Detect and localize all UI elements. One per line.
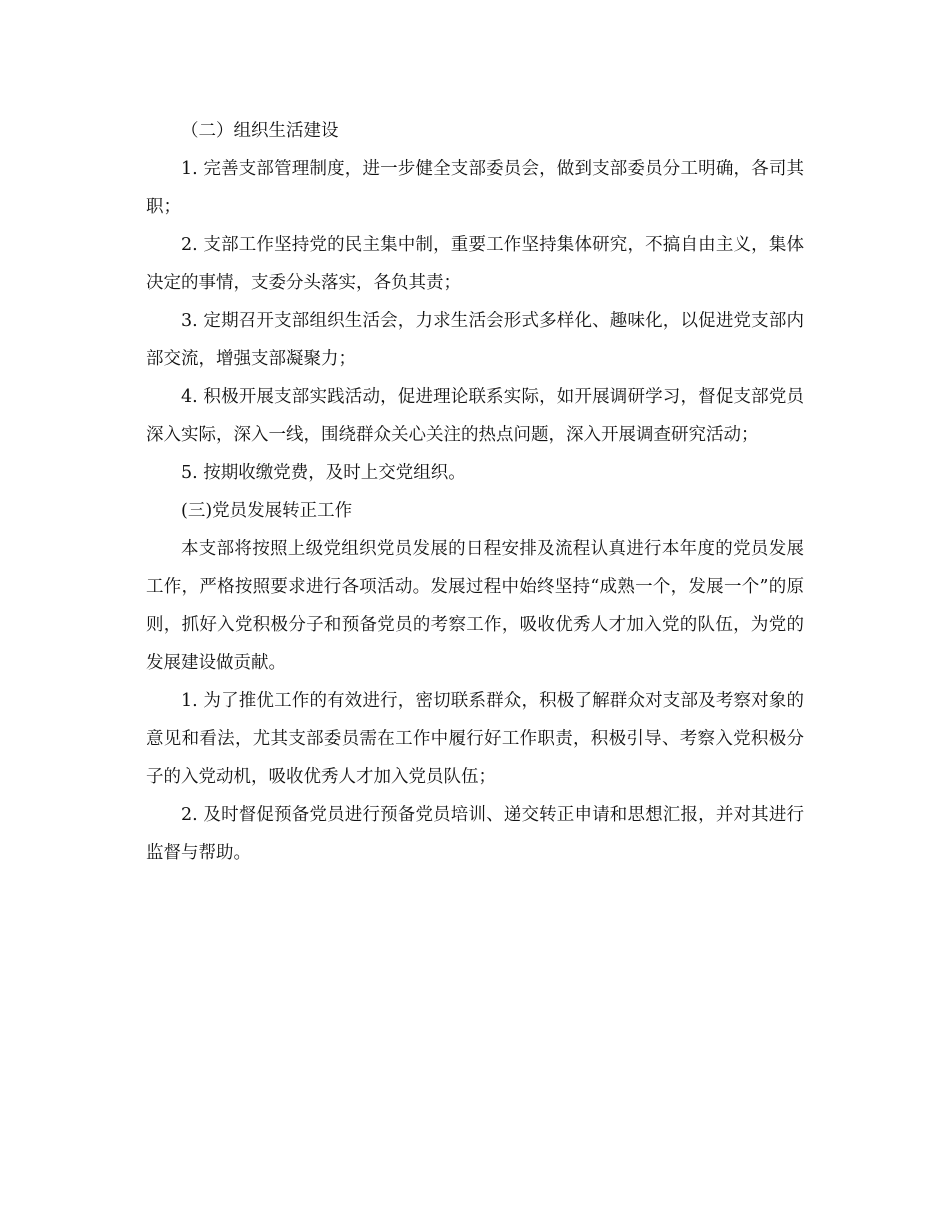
paragraph-item-1: 1. 完善支部管理制度，进一步健全支部委员会，做到支部委员分工明确，各司其职； — [146, 159, 804, 217]
section-heading-member-development: (三)党员发展转正工作 — [181, 501, 353, 521]
paragraph-item-4: 4. 积极开展支部实践活动，促进理论联系实际，如开展调研学习，督促支部党员深入实际，深入一线，围绕群众关心关注的热点问题，深入开展调查研究活动； — [146, 387, 804, 445]
paragraph-item-1: 1. 为了推优工作的有效进行，密切联系群众，积极了解群众对支部及考察对象的意见和看法，尤其支部委员需在工作中履行好工作职责，积极引导、考察入党积极分子的入党动机，吸收优秀人才加入党员队伍； — [146, 691, 804, 787]
document-page — [146, 112, 804, 872]
paragraph-item-5: 5. 按期收缴党费，及时上交党组织。 — [181, 463, 466, 483]
paragraph-item-2: 2. 及时督促预备党员进行预备党员培训、递交转正申请和思想汇报，并对其进行监督与帮助。 — [146, 805, 804, 863]
paragraph-intro: 本支部将按照上级党组织党员发展的日程安排及流程认真进行本年度的党员发展工作，严格按照要求进行各项活动。发展过程中始终坚持“成熟一个，发展一个”的原则，抓好入党积极分子和预备党员的考察工作，吸收优秀人才加入党的队伍，为党的发展建设做贡献。 — [146, 539, 804, 673]
section-heading-org-life: （二）组织生活建设 — [181, 121, 339, 141]
paragraph-item-3: 3. 定期召开支部组织生活会，力求生活会形式多样化、趣味化，以促进党支部内部交流，增强支部凝聚力； — [146, 311, 804, 369]
paragraph-item-2: 2. 支部工作坚持党的民主集中制，重要工作坚持集体研究，不搞自由主义，集体决定的事情，支委分头落实，各负其责； — [146, 235, 804, 293]
